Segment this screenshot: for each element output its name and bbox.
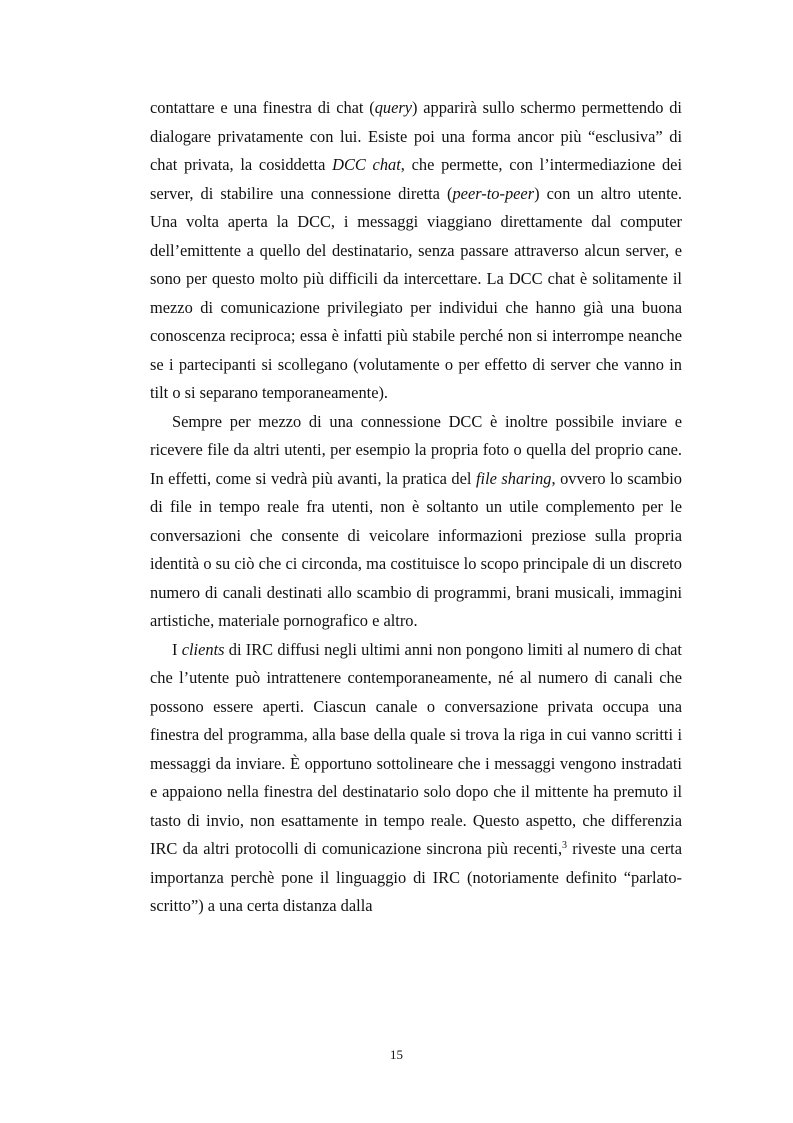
paragraph-irc-clients [150, 636, 682, 921]
italic-term: DCC chat [332, 155, 401, 174]
footnote-marker: 3 [562, 840, 568, 851]
text-run: di IRC diffusi negli ultimi anni non pongono limiti al numero di chat che l’utente può intrattenere contemporaneamente, né al numero di canali che possono essere aperti. Ciascun canale o conversazione privata occupa una finestra del programma, alla base della quale si trova la riga in cui vanno scritti i messaggi da inviare. È opportuno sottolineare che i messaggi vengono instradati e appaiono nella finestra del destinatario solo dopo che il mittente ha premuto il tasto di invio, non esattamente in tempo reale. Questo aspetto, che differenzia IRC da altri protocolli di comunicazione sincrona più recenti, [150, 639, 682, 858]
text-run: Sempre per mezzo di una connessione DCC è inoltre possibile inviare e ricevere file da altri utenti, per esempio la propria foto o quella del proprio cane. In effetti, come si vedrà più avanti, la pratica del [150, 411, 682, 488]
text-run: ) con un altro utente. Una volta aperta la DCC, i messaggi viaggiano direttamente dal computer dell’emittente a quello del destinatario, senza passare attraverso alcun server, e sono per questo molto più difficili da intercettare. La DCC chat è solitamente il mezzo di comunicazione privilegiato per individui che hanno già una buona conoscenza reciproca; essa è infatti più stabile perché non si interrompe neanche se i partecipanti si scollegano (volutamente o per effetto di server che vanno in tilt o si separano temporaneamente). [150, 183, 683, 402]
italic-term: query [374, 98, 413, 117]
page-number: 15 [390, 1047, 403, 1062]
italic-term: clients [181, 639, 225, 659]
text-run: , che permette, con l’intermediazione dei server, di stabilire una connessione diretta ( [150, 155, 682, 203]
paragraph-dcc-chat [150, 94, 682, 408]
text-run: , ovvero lo scambio di file in tempo reale fra utenti, non è soltanto un utile complemento per le conversazioni che consente di veicolare informazioni preziose sulla propria identità o su ciò che ci circonda, ma costituisce lo scopo principale di un discreto numero di canali destinati allo scambio di programmi, brani musicali, immagini artistiche, materiale pornografico e altro. [150, 468, 682, 630]
italic-term: peer-to-peer [452, 183, 535, 203]
text-run: I [172, 639, 182, 659]
italic-term: file sharing [475, 468, 552, 488]
text-run: riveste una certa importanza perchè pone il linguaggio di IRC (notoriamente definito “parlato-scritto”) a una certa distanza dalla [150, 839, 682, 915]
document-page [150, 94, 682, 921]
paragraph-file-sharing [150, 408, 682, 636]
text-run: contattare e una finestra di chat ( [150, 98, 375, 117]
text-run: ) apparirà sullo schermo permettendo di dialogare privatamente con lui. Esiste poi una forma ancor più “esclusiva” di chat privata, la cosiddetta [150, 98, 682, 174]
